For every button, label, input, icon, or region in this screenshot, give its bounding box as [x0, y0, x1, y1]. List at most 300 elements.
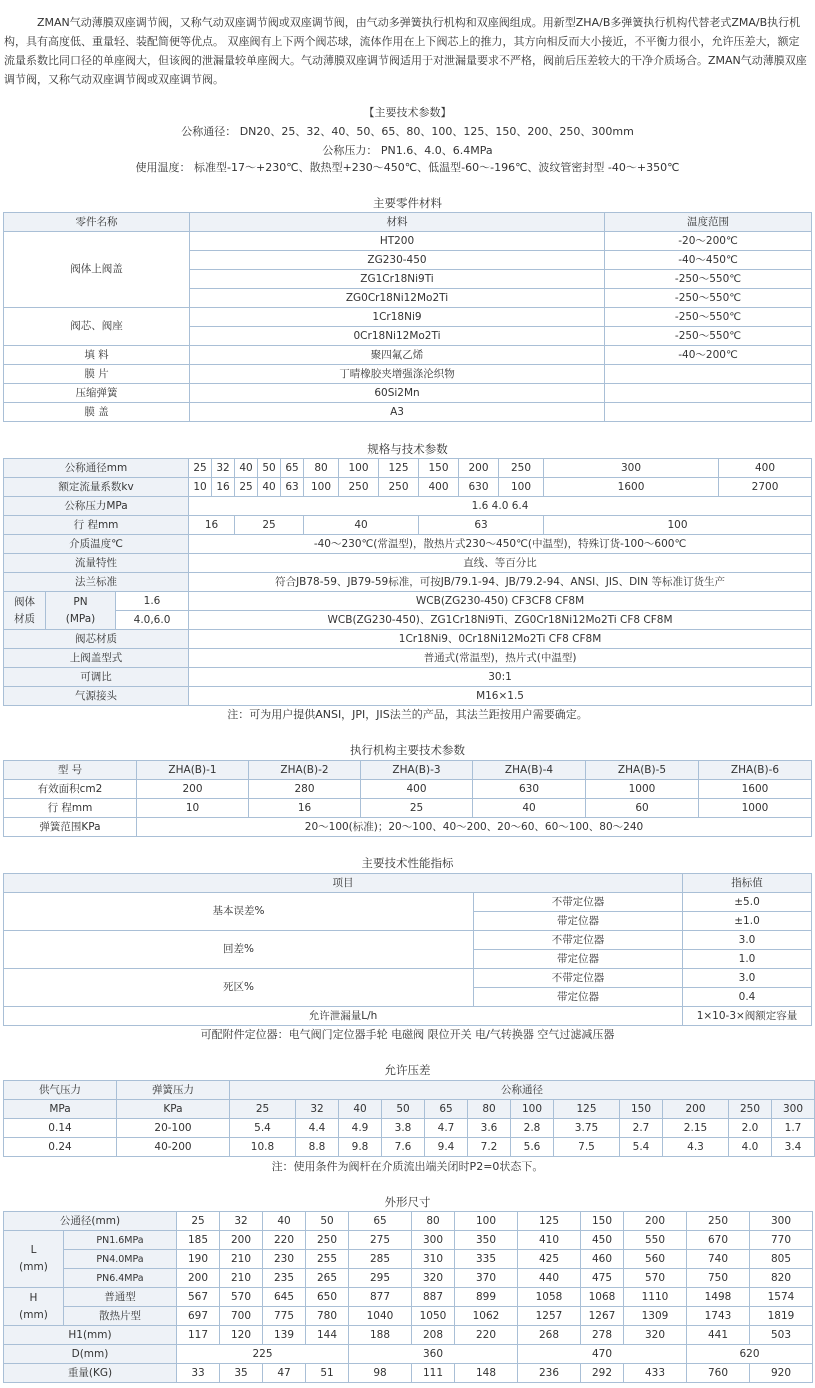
table-cell: 208: [412, 1326, 455, 1345]
table-cell: 125: [554, 1100, 620, 1119]
table-cell: 膜 盖: [4, 403, 190, 422]
table-cell: 散热片型: [64, 1307, 177, 1326]
table-row: [4, 365, 812, 384]
table-cell: 9.8: [339, 1138, 382, 1157]
table-cell: 433: [624, 1364, 687, 1383]
table-cell: 2.7: [620, 1119, 663, 1138]
table-cell: 899: [455, 1288, 518, 1307]
table-cell: 不带定位器: [474, 931, 683, 950]
table-cell: 475: [581, 1269, 624, 1288]
table-cell: 570: [220, 1288, 263, 1307]
table-cell: 300: [772, 1100, 815, 1119]
dim-group-label: (mm): [19, 1308, 48, 1321]
table-cell: 额定流量系数kv: [4, 478, 189, 497]
table-row: [4, 818, 812, 837]
table-cell: 775: [263, 1307, 306, 1326]
dim-group-label: L: [30, 1244, 37, 1256]
table-cell: 弹簧范围KPa: [4, 818, 137, 837]
table-cell: 300: [544, 459, 719, 478]
table-cell: 200: [459, 459, 499, 478]
table-cell: 回差%: [4, 931, 474, 969]
table-cell: 450: [581, 1231, 624, 1250]
table-cell: 上阀盖型式: [4, 649, 189, 668]
table-row: [4, 969, 812, 988]
table-row: [4, 1212, 813, 1231]
table-cell: 150: [581, 1212, 624, 1231]
main-params-line-3: 使用温度： 标准型-17～+230℃、散热型+230～450℃、低温型-60～-196℃、波纹管密封型 -40～+350℃: [135, 161, 680, 174]
table-cell: 887: [412, 1288, 455, 1307]
table-cell: 100: [499, 478, 544, 497]
table-cell: 250: [306, 1231, 349, 1250]
table-cell: 8.8: [296, 1138, 339, 1157]
materials-table: [3, 212, 812, 422]
table-cell: 16: [212, 478, 235, 497]
table-cell: 400: [719, 459, 812, 478]
table-row: [4, 384, 812, 403]
table-cell: 2.0: [729, 1119, 772, 1138]
table-cell: 1110: [624, 1288, 687, 1307]
table-cell: 重量(KG): [4, 1364, 177, 1383]
table-cell: A3: [190, 403, 605, 422]
table-cell: 7.6: [382, 1138, 425, 1157]
table-cell: 550: [624, 1231, 687, 1250]
table-cell: 25: [189, 459, 212, 478]
table-cell: 25: [230, 1100, 296, 1119]
table-cell: 150: [419, 459, 459, 478]
table-row: [4, 1250, 813, 1269]
table-cell: 740: [687, 1250, 750, 1269]
table-cell: 1600: [544, 478, 719, 497]
table-cell: [4, 1288, 64, 1326]
table-cell: 200: [177, 1269, 220, 1288]
table-cell: MPa: [4, 1100, 117, 1119]
pressure-note: 注：使用条件为阀杆在介质流出端关闭时P2=0状态下。: [271, 1160, 544, 1173]
performance-title: 主要技术性能指标: [361, 856, 454, 870]
table-cell: PN6.4MPa: [64, 1269, 177, 1288]
table-cell: 2.15: [663, 1119, 729, 1138]
table-cell: 40: [339, 1100, 382, 1119]
table-row: [4, 592, 812, 611]
table-cell: 项目: [4, 874, 683, 893]
intro-paragraph: ZMAN气动薄膜双座调节阀，又称气动双座调节阀或双座调节阀，由气动多弹簧执行机构和双座阀组成。用新型ZHA/B多弹簧执行机构代替老式ZMA/B执行机构，具有高度低、重量轻、装配简便等优点。 双座阀有上下两个阀芯球，流体作用在上下阀芯上的推力，其方向相反而大小接近，不平衡力很小，允许压差大，额定流量系数比同口径的单座阀大，但该阀的泄漏量较单座阀大。气动薄膜双座调节阀适用于对泄漏量要求不严格，阀前后压差较大的干净介质场合。ZMAN气动薄膜双座调节阀，又称气动双座调节阀或双座调节阀。: [4, 16, 807, 86]
table-cell: 法兰标准: [4, 573, 189, 592]
table-cell: 25: [235, 478, 258, 497]
table-cell: 阀芯材质: [4, 630, 189, 649]
table-cell: 460: [581, 1250, 624, 1269]
table-cell: 63: [281, 478, 304, 497]
table-cell: 47: [263, 1364, 306, 1383]
table-cell: 310: [412, 1250, 455, 1269]
table-cell: 0.24: [4, 1138, 117, 1157]
dims-title: 外形尺寸: [384, 1195, 431, 1209]
table-cell: 410: [518, 1231, 581, 1250]
table-cell: 32: [296, 1100, 339, 1119]
table-cell: 255: [306, 1250, 349, 1269]
specs-note: 注：可为用户提供ANSI，JPI，JIS法兰的产品，其法兰距按用户需要确定。: [227, 708, 588, 721]
table-cell: 100: [304, 478, 339, 497]
table-row: [4, 403, 812, 422]
table-cell: 1.6 4.0 6.4: [189, 497, 812, 516]
table-cell: 50: [258, 459, 281, 478]
table-cell: 920: [750, 1364, 813, 1383]
table-cell: 320: [624, 1326, 687, 1345]
table-cell: 139: [263, 1326, 306, 1345]
table-cell: [605, 384, 812, 403]
performance-table: [3, 873, 812, 1026]
table-cell: 型 号: [4, 761, 137, 780]
table-row: [4, 346, 812, 365]
table-cell: 3.4: [772, 1138, 815, 1157]
table-row: [4, 478, 812, 497]
table-cell: 225: [177, 1345, 349, 1364]
table-cell: 不带定位器: [474, 893, 683, 912]
table-row: [4, 1100, 815, 1119]
table-cell: 877: [349, 1288, 412, 1307]
table-cell: 死区%: [4, 969, 474, 1007]
body-material-label: 阀体: [14, 595, 35, 608]
pn-sub-label: (MPa): [65, 612, 96, 625]
table-cell: WCB(ZG230-450)、ZG1Cr18Ni9Ti、ZG0Cr18Ni12Mo2Ti CF8 CF8M: [189, 611, 812, 630]
table-row: [4, 232, 812, 251]
table-cell: 50: [382, 1100, 425, 1119]
table-cell: 4.0,6.0: [116, 611, 189, 630]
table-row: [4, 687, 812, 706]
table-cell: 1Cr18Ni9: [190, 308, 605, 327]
table-cell: 普通式(常温型)，热片式(中温型): [189, 649, 812, 668]
table-cell: 0Cr18Ni12Mo2Ti: [190, 327, 605, 346]
table-cell: 65: [281, 459, 304, 478]
table-cell: 1.7: [772, 1119, 815, 1138]
table-cell: 温度范围: [605, 213, 812, 232]
table-cell: 503: [750, 1326, 813, 1345]
table-cell: 气源接头: [4, 687, 189, 706]
table-cell: 32: [212, 459, 235, 478]
table-cell: ZHA(B)-5: [586, 761, 699, 780]
table-cell: 丁晴橡胶夹增强涤沦织物: [190, 365, 605, 384]
table-row: [4, 649, 812, 668]
table-cell: 40-200: [117, 1138, 230, 1157]
table-cell: 35: [220, 1364, 263, 1383]
table-row: [4, 761, 812, 780]
table-cell: 0.4: [683, 988, 812, 1007]
table-cell: 280: [249, 780, 361, 799]
table-cell: 220: [455, 1326, 518, 1345]
body-material-label: 材质: [14, 612, 35, 625]
table-cell: 200: [624, 1212, 687, 1231]
main-params-heading: 【主要技术参数】: [363, 106, 452, 119]
table-cell: 278: [581, 1326, 624, 1345]
table-cell: 805: [750, 1250, 813, 1269]
table-cell: ±5.0: [683, 893, 812, 912]
table-cell: 4.3: [663, 1138, 729, 1157]
table-row: [4, 1231, 813, 1250]
table-cell: 25: [177, 1212, 220, 1231]
table-cell: 770: [750, 1231, 813, 1250]
table-cell: 440: [518, 1269, 581, 1288]
table-cell: 320: [412, 1269, 455, 1288]
table-cell: ZHA(B)-2: [249, 761, 361, 780]
table-cell: 3.0: [683, 969, 812, 988]
table-cell: 带定位器: [474, 988, 683, 1007]
table-cell: 7.2: [468, 1138, 511, 1157]
table-row: [4, 799, 812, 818]
table-cell: 16: [189, 516, 235, 535]
table-cell: 185: [177, 1231, 220, 1250]
table-cell: 200: [220, 1231, 263, 1250]
table-cell: 1743: [687, 1307, 750, 1326]
dim-group-label: (mm): [19, 1261, 48, 1273]
table-cell: 压缩弹簧: [4, 384, 190, 403]
table-cell: 125: [518, 1212, 581, 1231]
table-cell: 300: [412, 1231, 455, 1250]
table-cell: 65: [349, 1212, 412, 1231]
table-cell: 1050: [412, 1307, 455, 1326]
table-cell: 250: [687, 1212, 750, 1231]
table-cell: -20～200℃: [605, 232, 812, 251]
table-cell: [46, 592, 116, 630]
table-cell: 63: [419, 516, 544, 535]
table-cell: 250: [339, 478, 379, 497]
table-row: [4, 893, 812, 912]
table-cell: 1058: [518, 1288, 581, 1307]
table-cell: 60: [586, 799, 699, 818]
table-cell: 流量特性: [4, 554, 189, 573]
table-cell: 250: [729, 1100, 772, 1119]
table-row: [4, 1364, 813, 1383]
table-cell: 250: [379, 478, 419, 497]
table-cell: 带定位器: [474, 912, 683, 931]
table-cell: 645: [263, 1288, 306, 1307]
table-cell: 697: [177, 1307, 220, 1326]
table-cell: 3.0: [683, 931, 812, 950]
table-cell: 620: [687, 1345, 813, 1364]
main-params-line-1: 公称通径： DN20、25、32、40、50、65、80、100、125、150、200、250、300mm: [181, 125, 634, 138]
table-cell: 1819: [750, 1307, 813, 1326]
table-cell: 9.4: [425, 1138, 468, 1157]
table-cell: 7.5: [554, 1138, 620, 1157]
table-cell: 10: [137, 799, 249, 818]
table-cell: ZHA(B)-4: [473, 761, 586, 780]
table-cell: 1×10-3×阀额定容量: [683, 1007, 812, 1026]
table-cell: PN4.0MPa: [64, 1250, 177, 1269]
table-cell: HT200: [190, 232, 605, 251]
table-cell: 65: [425, 1100, 468, 1119]
table-cell: 630: [459, 478, 499, 497]
table-cell: 80: [304, 459, 339, 478]
table-cell: 370: [455, 1269, 518, 1288]
table-cell: ZG0Cr18Ni12Mo2Ti: [190, 289, 605, 308]
table-cell: 268: [518, 1326, 581, 1345]
table-cell: 4.0: [729, 1138, 772, 1157]
table-cell: ZG1Cr18Ni9Ti: [190, 270, 605, 289]
table-cell: 100: [511, 1100, 554, 1119]
table-cell: H1(mm): [4, 1326, 177, 1345]
table-cell: 介质温度℃: [4, 535, 189, 554]
table-cell: [4, 592, 46, 630]
table-cell: 1Cr18Ni9、0Cr18Ni12Mo2Ti CF8 CF8M: [189, 630, 812, 649]
table-cell: 40: [258, 478, 281, 497]
table-cell: 32: [220, 1212, 263, 1231]
table-cell: 148: [455, 1364, 518, 1383]
table-cell: 560: [624, 1250, 687, 1269]
table-cell: 820: [750, 1269, 813, 1288]
table-cell: 材料: [190, 213, 605, 232]
table-cell: 120: [220, 1326, 263, 1345]
table-row: [4, 611, 812, 630]
table-cell: 80: [412, 1212, 455, 1231]
table-cell: 有效面积cm2: [4, 780, 137, 799]
table-cell: 235: [263, 1269, 306, 1288]
table-row: [4, 1307, 813, 1326]
table-row: [4, 931, 812, 950]
table-cell: 20～100(标准)；20～100、40～200、20～60、60～100、80～240: [137, 818, 812, 837]
table-row: [4, 573, 812, 592]
table-cell: 144: [306, 1326, 349, 1345]
table-cell: 弹簧压力: [117, 1081, 230, 1100]
table-cell: 285: [349, 1250, 412, 1269]
table-cell: 10: [189, 478, 212, 497]
table-row: [4, 1007, 812, 1026]
table-cell: 不带定位器: [474, 969, 683, 988]
table-cell: 111: [412, 1364, 455, 1383]
table-cell: 250: [499, 459, 544, 478]
table-row: [4, 1345, 813, 1364]
table-cell: 80: [468, 1100, 511, 1119]
actuator-title: 执行机构主要技术参数: [350, 743, 465, 757]
table-cell: 2.8: [511, 1119, 554, 1138]
table-cell: 公称压力MPa: [4, 497, 189, 516]
table-row: [4, 308, 812, 327]
table-row: [4, 1138, 815, 1157]
table-cell: 295: [349, 1269, 412, 1288]
table-cell: 200: [137, 780, 249, 799]
table-cell: 5.4: [620, 1138, 663, 1157]
table-cell: 1498: [687, 1288, 750, 1307]
table-row: [4, 535, 812, 554]
table-cell: ZHA(B)-6: [699, 761, 812, 780]
table-cell: -40～450℃: [605, 251, 812, 270]
table-row: [4, 1269, 813, 1288]
dims-table: [3, 1211, 813, 1383]
table-cell: 阀芯、阀座: [4, 308, 190, 346]
table-cell: 普通型: [64, 1288, 177, 1307]
table-row: [4, 1119, 815, 1138]
table-cell: 335: [455, 1250, 518, 1269]
table-cell: 1.0: [683, 950, 812, 969]
table-cell: 780: [306, 1307, 349, 1326]
table-cell: [605, 403, 812, 422]
table-cell: 210: [220, 1269, 263, 1288]
table-cell: 100: [339, 459, 379, 478]
table-cell: 3.75: [554, 1119, 620, 1138]
table-cell: 470: [518, 1345, 687, 1364]
table-cell: 188: [349, 1326, 412, 1345]
table-cell: 630: [473, 780, 586, 799]
table-row: [4, 668, 812, 687]
table-row: [4, 497, 812, 516]
table-cell: 零件名称: [4, 213, 190, 232]
table-cell: 25: [235, 516, 304, 535]
table-cell: 指标值: [683, 874, 812, 893]
table-row: [4, 459, 812, 478]
table-cell: 聚四氟乙烯: [190, 346, 605, 365]
table-cell: 行 程mm: [4, 799, 137, 818]
accessories-note: 可配附件定位器：电气阀门定位器手轮 电磁阀 限位开关 电/气转换器 空气过滤减压器: [200, 1028, 615, 1041]
table-cell: 符合JB78-59、JB79-59标准，可按JB/79.1-94、JB/79.2-94、ANSI、JIS、DIN 等标准订货生产: [189, 573, 812, 592]
main-params-line-2: 公称压力： PN1.6、4.0、6.4MPa: [322, 144, 493, 157]
specs-title: 规格与技术参数: [367, 442, 448, 456]
table-cell: 公称通径mm: [4, 459, 189, 478]
table-cell: 760: [687, 1364, 750, 1383]
table-cell: -40～230℃(常温型)，散热片式230～450℃(中温型)，特殊订货-100～600℃: [189, 535, 812, 554]
table-cell: PN1.6MPa: [64, 1231, 177, 1250]
table-row: [4, 874, 812, 893]
table-cell: 40: [263, 1212, 306, 1231]
table-cell: ZG230-450: [190, 251, 605, 270]
table-cell: 275: [349, 1231, 412, 1250]
table-cell: 30:1: [189, 668, 812, 687]
table-cell: 425: [518, 1250, 581, 1269]
table-cell: 供气压力: [4, 1081, 117, 1100]
table-cell: 4.7: [425, 1119, 468, 1138]
table-cell: 400: [419, 478, 459, 497]
table-cell: -250～550℃: [605, 270, 812, 289]
pn-sub-label: PN: [73, 595, 88, 608]
table-cell: 0.14: [4, 1119, 117, 1138]
table-cell: 230: [263, 1250, 306, 1269]
table-cell: KPa: [117, 1100, 230, 1119]
table-cell: 带定位器: [474, 950, 683, 969]
table-cell: WCB(ZG230-450) CF3CF8 CF8M: [189, 592, 812, 611]
table-row: [4, 780, 812, 799]
table-cell: 200: [663, 1100, 729, 1119]
table-cell: 100: [544, 516, 812, 535]
table-cell: 直线、等百分比: [189, 554, 812, 573]
table-cell: 4.9: [339, 1119, 382, 1138]
materials-title: 主要零件材料: [373, 196, 442, 210]
table-cell: [605, 365, 812, 384]
table-cell: 20-100: [117, 1119, 230, 1138]
table-cell: 1.6: [116, 592, 189, 611]
table-cell: 1600: [699, 780, 812, 799]
table-cell: 1040: [349, 1307, 412, 1326]
table-cell: 567: [177, 1288, 220, 1307]
table-cell: 3.8: [382, 1119, 425, 1138]
table-row: [4, 213, 812, 232]
pressure-title: 允许压差: [384, 1063, 431, 1077]
table-cell: 700: [220, 1307, 263, 1326]
table-cell: ±1.0: [683, 912, 812, 931]
table-cell: -250～550℃: [605, 308, 812, 327]
pressure-table: [3, 1080, 815, 1157]
table-cell: 400: [361, 780, 473, 799]
table-cell: [4, 1231, 64, 1288]
dim-group-label: H: [29, 1291, 38, 1304]
table-cell: 350: [455, 1231, 518, 1250]
table-cell: ZHA(B)-3: [361, 761, 473, 780]
table-cell: 膜 片: [4, 365, 190, 384]
table-cell: -250～550℃: [605, 289, 812, 308]
table-cell: 360: [349, 1345, 518, 1364]
actuator-table: [3, 760, 812, 837]
table-cell: 阀体上阀盖: [4, 232, 190, 308]
table-cell: -40～200℃: [605, 346, 812, 365]
table-cell: 16: [249, 799, 361, 818]
table-cell: 220: [263, 1231, 306, 1250]
table-cell: 292: [581, 1364, 624, 1383]
table-cell: 1062: [455, 1307, 518, 1326]
table-cell: 33: [177, 1364, 220, 1383]
